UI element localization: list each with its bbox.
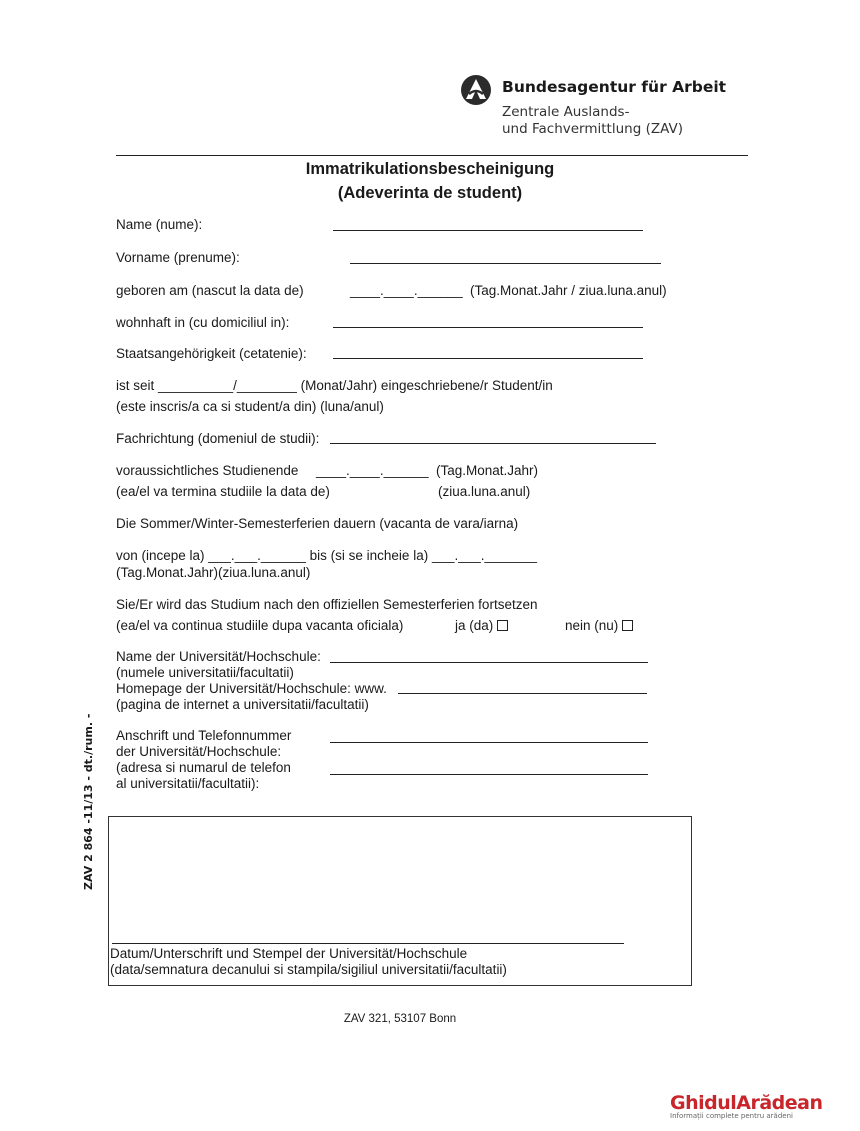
ende-format: (Tag.Monat.Jahr) — [436, 463, 539, 478]
header-rule — [116, 155, 748, 156]
signature-ro-label: (data/semnatura decanului si stampila/sigiliul universitatii/facultatii) — [110, 962, 507, 977]
vorname-field[interactable] — [350, 263, 661, 264]
vorname-label: Vorname (prenume): — [116, 250, 240, 265]
ba-logo-icon — [460, 74, 492, 106]
fach-field[interactable] — [330, 443, 656, 444]
name-field[interactable] — [333, 230, 643, 231]
watermark-logo — [670, 1092, 823, 1120]
anschrift-label-4: al universitatii/facultatii): — [116, 776, 260, 791]
ja-checkbox[interactable] — [497, 620, 508, 631]
form-subtitle: (Adeverinta de student) — [337, 184, 523, 202]
signature-line — [112, 943, 624, 944]
watermark-part1: Ghidul — [670, 1092, 737, 1114]
anschrift-label-1: Anschrift und Telefonnummer — [116, 728, 292, 743]
anschrift-field-2[interactable] — [330, 774, 648, 775]
geboren-format: (Tag.Monat.Jahr / ziua.luna.anul) — [470, 283, 667, 298]
anschrift-field-1[interactable] — [330, 742, 648, 743]
uni-name-label: Name der Universität/Hochschule: — [116, 649, 321, 664]
uni-name-field[interactable] — [330, 662, 648, 663]
istseit-label: ist seit __________/________ (Monat/Jahr) eingeschriebene/r Student/in — [116, 378, 553, 393]
signature-label: Datum/Unterschrift und Stempel der Universität/Hochschule — [110, 946, 468, 961]
von-bis-label: von (incepe la) ___.___.______ bis (si se incheie la) ___.___._______ — [116, 548, 538, 563]
anschrift-label-2: der Universität/Hochschule: — [116, 744, 282, 759]
form-code: ZAV 2 864 -11/13 - dt./rum. - — [82, 713, 95, 890]
geboren-field[interactable]: ____.____.______ — [350, 283, 463, 298]
von-bis-format: (Tag.Monat.Jahr)(ziua.luna.anul) — [116, 565, 311, 580]
nein-option[interactable] — [565, 618, 633, 634]
homepage-label: Homepage der Universität/Hochschule: www. — [116, 681, 387, 696]
name-label: Name (nume): — [116, 217, 203, 232]
footer-address: ZAV 321, 53107 Bonn — [343, 1013, 457, 1025]
wohnhaft-label: wohnhaft in (cu domiciliul in): — [116, 315, 290, 330]
staat-field[interactable] — [333, 358, 643, 359]
homepage-ro-label: (pagina de internet a universitatii/facultatii) — [116, 697, 369, 712]
ende-ro-label: (ea/el va termina studiile la data de) — [116, 484, 330, 499]
form-title: Immatrikulationsbescheinigung — [305, 160, 555, 178]
fortsetzen-ro-label: (ea/el va continua studiile dupa vacanta oficiala) — [116, 618, 404, 633]
ja-label: ja (da) — [455, 618, 494, 633]
ja-option[interactable] — [455, 618, 508, 634]
istseit-ro-label: (este inscris/a ca si student/a din) (luna/anul) — [116, 399, 384, 414]
fach-label: Fachrichtung (domeniul de studii): — [116, 431, 320, 446]
nein-checkbox[interactable] — [622, 620, 633, 631]
geboren-label: geboren am (nascut la data de) — [116, 283, 304, 298]
nein-label: nein (nu) — [565, 618, 619, 633]
homepage-field[interactable] — [398, 693, 647, 694]
fortsetzen-label: Sie/Er wird das Studium nach den offiziellen Semesterferien fortsetzen — [116, 597, 538, 612]
ende-label: voraussichtliches Studienende — [116, 463, 299, 478]
ferien-label: Die Sommer/Winter-Semesterferien dauern (vacanta de vara/iarna) — [116, 516, 519, 531]
anschrift-label-3: (adresa si numarul de telefon — [116, 760, 291, 775]
wohnhaft-field[interactable] — [333, 327, 643, 328]
org-name: Bundesagentur für Arbeit — [502, 78, 727, 96]
ende-field[interactable]: ____.____.______ — [316, 463, 429, 478]
ende-ro-format: (ziua.luna.anul) — [438, 484, 531, 499]
uni-name-ro-label: (numele universitatii/facultatii) — [116, 665, 294, 680]
org-sub1: Zentrale Auslands- — [502, 104, 630, 120]
watermark-part2: Arădean — [736, 1092, 823, 1114]
staat-label: Staatsangehörigkeit (cetatenie): — [116, 346, 307, 361]
watermark-tagline: Informații complete pentru arădeni — [670, 1112, 793, 1120]
org-sub2: und Fachvermittlung (ZAV) — [502, 121, 683, 137]
